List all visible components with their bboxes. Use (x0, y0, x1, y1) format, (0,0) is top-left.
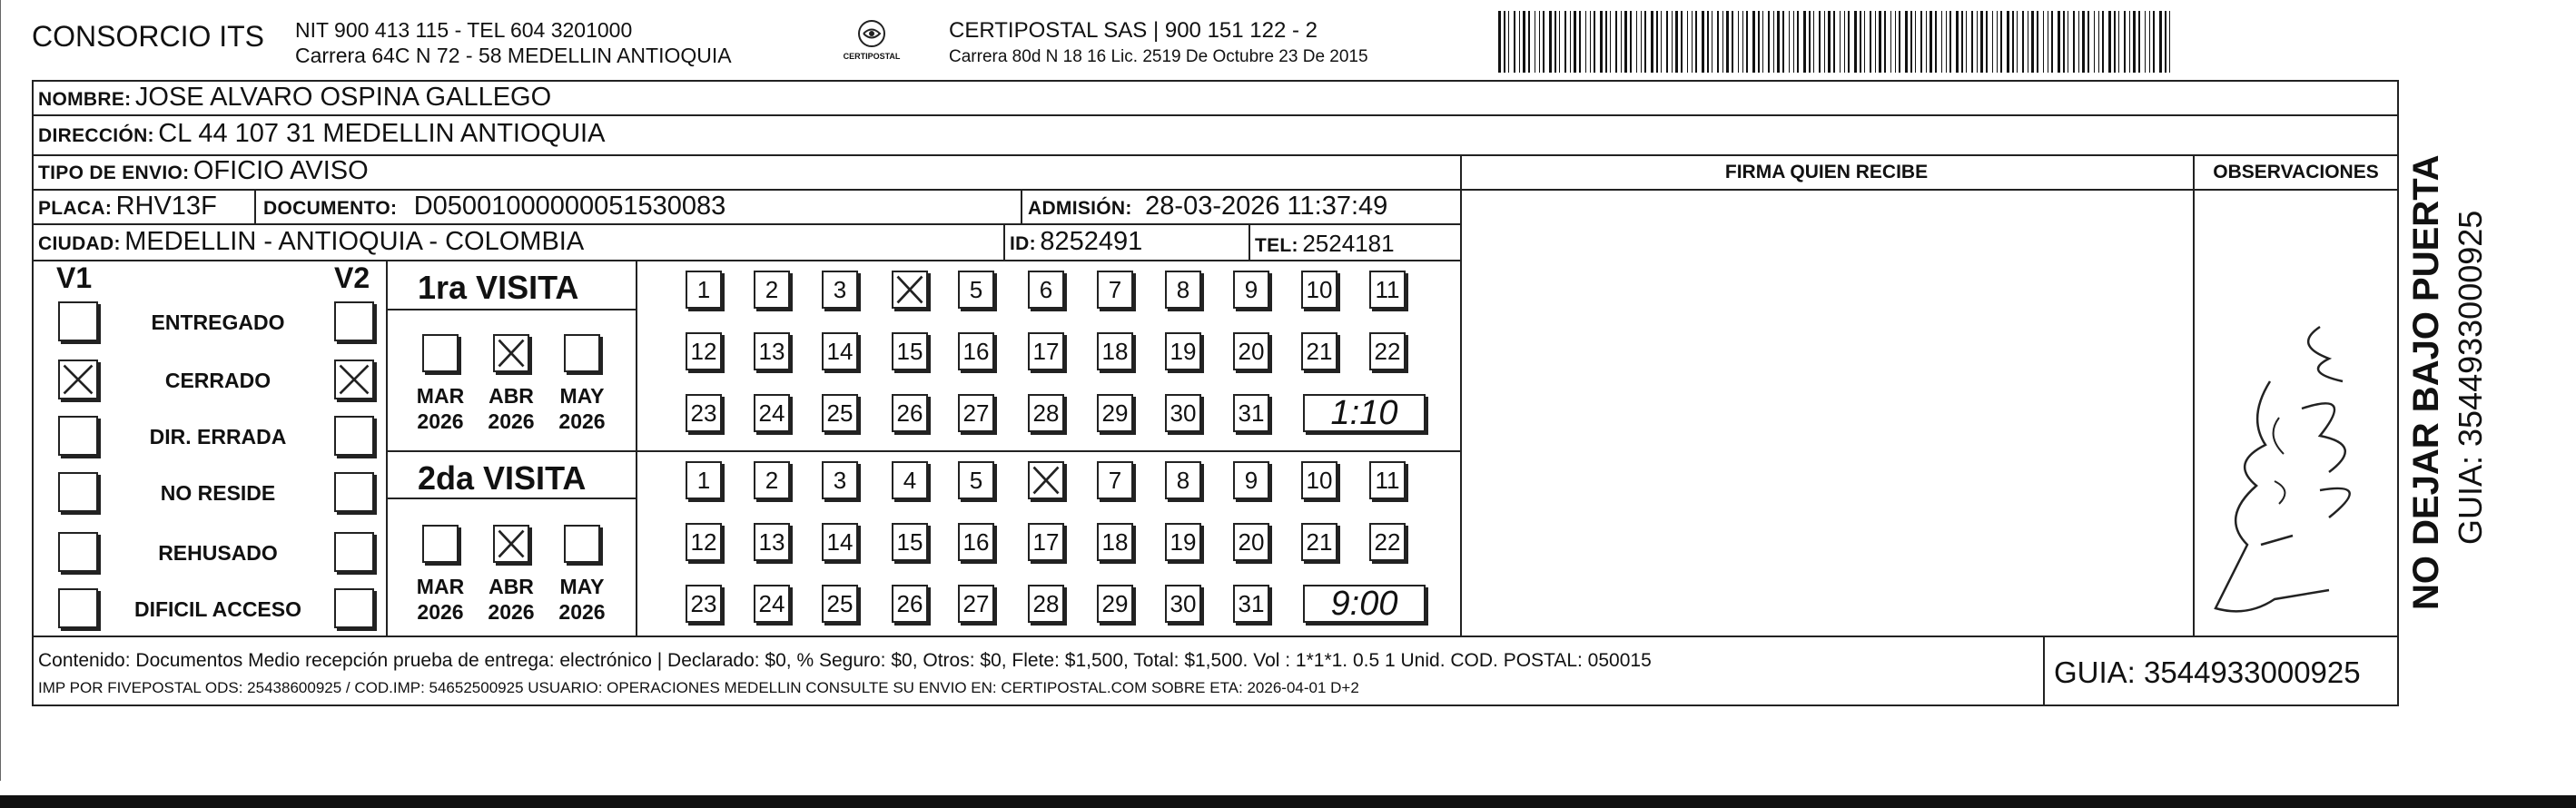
day-number: 10 (1306, 275, 1333, 303)
day-number: 24 (758, 399, 785, 427)
day-box-0-26[interactable] (892, 394, 928, 432)
day-box-0-11[interactable] (1369, 271, 1406, 309)
footer-imp: IMP POR FIVEPOSTAL ODS: 25438600925 / COD.IMP: 54652500925 USUARIO: OPERACIONES MEDELLIN CONSULTE SU ENVIO EN: CERTIPOSTAL.COM SOBRE ETA: 2026-04-01 D+2 (38, 679, 1359, 696)
city-field (38, 227, 584, 257)
month-name: MAY (559, 384, 605, 408)
day-number: 11 (1375, 275, 1400, 303)
address-value: CL 44 107 31 MEDELLIN ANTIOQUIA (158, 119, 606, 148)
month-label-0-0 (409, 383, 472, 434)
day-box-0-28[interactable] (1028, 394, 1064, 432)
day-number: 1 (696, 275, 711, 303)
month-name: MAY (559, 575, 605, 598)
month-checkbox-0-0[interactable] (422, 334, 459, 372)
day-number: 13 (758, 527, 785, 556)
month-checkbox-0-2[interactable] (564, 334, 600, 372)
document-value: D05001000000051530083 (413, 192, 726, 221)
day-box-1-13[interactable] (754, 523, 790, 561)
day-box-1-9[interactable] (1233, 461, 1269, 499)
day-number: 14 (826, 527, 854, 556)
admission-value: 28-03-2026 11:37:49 (1145, 192, 1388, 221)
day-number: 27 (962, 589, 990, 617)
day-box-1-6[interactable] (1028, 461, 1064, 499)
bottom-edge (0, 795, 2576, 808)
day-number: 17 (1032, 337, 1060, 365)
id-value: 8252491 (1040, 227, 1143, 256)
day-box-1-27[interactable] (958, 585, 994, 623)
status-label-1: CERRADO (164, 369, 271, 392)
tel-value: 2524181 (1302, 230, 1395, 257)
address-label: DIRECCIÓN: (38, 125, 154, 146)
v2-checkbox-4[interactable] (334, 532, 374, 572)
day-box-1-25[interactable] (822, 585, 858, 623)
day-box-0-15[interactable] (892, 332, 928, 370)
day-box-1-19[interactable] (1165, 523, 1201, 561)
day-number: 18 (1101, 337, 1129, 365)
day-box-0-3[interactable] (822, 271, 858, 309)
day-box-1-28[interactable] (1028, 585, 1064, 623)
day-number: 23 (690, 589, 717, 617)
day-number: 17 (1032, 527, 1060, 556)
city-value: MEDELLIN - ANTIOQUIA - COLOMBIA (124, 227, 585, 256)
month-label-1-2 (550, 574, 614, 625)
month-year: 2026 (488, 600, 535, 624)
day-box-1-11[interactable] (1369, 461, 1406, 499)
day-number: 27 (962, 399, 990, 427)
v1-checkbox-2[interactable] (58, 416, 98, 456)
day-box-0-13[interactable] (754, 332, 790, 370)
day-number: 13 (758, 337, 785, 365)
day-number: 3 (833, 275, 847, 303)
day-box-1-26[interactable] (892, 585, 928, 623)
name-label: NOMBRE: (38, 89, 132, 110)
visit-title-1: 2da VISITA (418, 459, 587, 497)
day-number: 12 (690, 527, 717, 556)
day-number: 8 (1176, 275, 1190, 303)
day-box-0-9[interactable] (1233, 271, 1269, 309)
day-box-1-17[interactable] (1028, 523, 1064, 561)
tel-field (1255, 230, 1395, 258)
day-number: 6 (1039, 275, 1053, 303)
barcode-icon (1498, 11, 2179, 73)
observations-header: OBSERVACIONES (2213, 162, 2379, 182)
day-box-1-1[interactable] (686, 461, 722, 499)
day-number: 31 (1238, 399, 1265, 427)
day-box-1-8[interactable] (1165, 461, 1201, 499)
x-mark-icon (495, 336, 528, 370)
visit-time-0[interactable]: 1:10 (1303, 394, 1426, 432)
day-box-0-6[interactable] (1028, 271, 1064, 309)
day-number: 30 (1170, 589, 1197, 617)
day-number: 21 (1306, 527, 1333, 556)
signature-area (1464, 192, 2190, 634)
footer-contents: Contenido: Documentos Medio recepción prueba de entrega: electrónico | Declarado: $0, % Seguro: $0, Otros: $0, Flete: $1,500, Total: $1,500. Vol : 1*1*1. 0.5 1 Unid. COD. POSTAL: 050015 (38, 650, 1652, 671)
document-field (263, 192, 725, 222)
id-field (1010, 227, 1142, 257)
left-edge-line (0, 0, 1, 781)
day-number: 9 (1244, 466, 1258, 494)
month-year: 2026 (417, 409, 464, 433)
month-label-1-0 (409, 574, 472, 625)
day-box-0-14[interactable] (822, 332, 858, 370)
v2-checkbox-5[interactable] (334, 588, 374, 628)
day-number: 25 (826, 399, 854, 427)
day-number: 5 (969, 275, 983, 303)
month-name: ABR (489, 384, 534, 408)
signature-header: FIRMA QUIEN RECIBE (1724, 162, 1929, 182)
day-number: 31 (1238, 589, 1265, 617)
month-name: MAR (416, 384, 465, 408)
day-box-0-16[interactable] (958, 332, 994, 370)
day-box-0-30[interactable] (1165, 394, 1201, 432)
logo-text: CERTIPOSTAL (843, 52, 901, 61)
day-box-1-24[interactable] (754, 585, 790, 623)
name-row (38, 83, 551, 113)
day-box-1-23[interactable] (686, 585, 722, 623)
header-courier-line1: CERTIPOSTAL SAS | 900 151 122 - 2 (949, 18, 1318, 43)
day-number: 5 (969, 466, 983, 494)
v2-checkbox-2[interactable] (334, 416, 374, 456)
day-box-1-16[interactable] (958, 523, 994, 561)
month-label-0-1 (479, 383, 543, 434)
day-box-0-24[interactable] (754, 394, 790, 432)
day-box-0-20[interactable] (1233, 332, 1269, 370)
plate-field (38, 192, 217, 222)
name-value: JOSE ALVARO OSPINA GALLEGO (134, 83, 552, 112)
x-mark-icon (60, 361, 96, 398)
visit-title-0: 1ra VISITA (418, 269, 579, 306)
day-box-0-2[interactable] (754, 271, 790, 309)
day-box-0-31[interactable] (1233, 394, 1269, 432)
day-box-0-10[interactable] (1301, 271, 1337, 309)
v2-label: V2 (334, 261, 370, 294)
month-year: 2026 (417, 600, 464, 624)
header-company-line2: Carrera 64C N 72 - 58 MEDELLIN ANTIOQUIA (295, 44, 732, 67)
day-number: 18 (1101, 527, 1129, 556)
month-year: 2026 (488, 409, 535, 433)
day-box-1-10[interactable] (1301, 461, 1337, 499)
day-number: 7 (1108, 466, 1122, 494)
month-year: 2026 (558, 409, 606, 433)
v1-checkbox-3[interactable] (58, 472, 98, 512)
plate-label: PLACA: (38, 198, 113, 219)
day-box-1-5[interactable] (958, 461, 994, 499)
day-box-1-18[interactable] (1097, 523, 1133, 561)
day-box-1-29[interactable] (1097, 585, 1133, 623)
x-mark-icon (893, 272, 926, 307)
day-box-0-4[interactable] (892, 271, 928, 309)
day-number: 23 (690, 399, 717, 427)
v1-checkbox-5[interactable] (58, 588, 98, 628)
v1-checkbox-4[interactable] (58, 532, 98, 572)
day-number: 2 (765, 275, 779, 303)
month-label-0-2 (550, 383, 614, 434)
day-box-0-23[interactable] (686, 394, 722, 432)
v2-checkbox-1[interactable] (334, 360, 374, 399)
id-label: ID: (1010, 233, 1036, 254)
day-box-0-27[interactable] (958, 394, 994, 432)
v2-checkbox-3[interactable] (334, 472, 374, 512)
day-number: 29 (1101, 589, 1129, 617)
day-number: 4 (903, 466, 917, 494)
month-year: 2026 (558, 600, 606, 624)
day-number: 16 (962, 337, 990, 365)
signature-icon (2193, 309, 2399, 636)
day-number: 22 (1374, 527, 1401, 556)
address-row (38, 119, 605, 149)
side-warning: NO DEJAR BAJO PUERTA (2406, 154, 2446, 610)
day-box-0-19[interactable] (1165, 332, 1201, 370)
day-number: 7 (1108, 275, 1122, 303)
day-number: 16 (962, 527, 990, 556)
status-label-4: REHUSADO (158, 541, 278, 565)
day-number: 19 (1170, 527, 1197, 556)
day-box-1-22[interactable] (1369, 523, 1406, 561)
day-box-0-5[interactable] (958, 271, 994, 309)
v2-checkbox-0[interactable] (334, 301, 374, 341)
month-checkbox-1-1[interactable] (493, 525, 529, 563)
admission-field (1028, 192, 1387, 222)
day-box-0-29[interactable] (1097, 394, 1133, 432)
type-value: OFICIO AVISO (192, 156, 369, 185)
status-label-2: DIR. ERRADA (149, 425, 287, 448)
day-number: 10 (1306, 466, 1333, 494)
day-box-1-31[interactable] (1233, 585, 1269, 623)
day-box-1-2[interactable] (754, 461, 790, 499)
day-number: 11 (1375, 466, 1400, 494)
day-number: 14 (826, 337, 854, 365)
day-box-0-8[interactable] (1165, 271, 1201, 309)
day-number: 19 (1170, 337, 1197, 365)
day-box-1-30[interactable] (1165, 585, 1201, 623)
month-name: MAR (416, 575, 465, 598)
day-number: 2 (765, 466, 779, 494)
header-company-line1: NIT 900 413 115 - TEL 604 3201000 (295, 18, 633, 42)
day-number: 25 (826, 589, 854, 617)
status-label-5: DIFICIL ACCESO (133, 597, 301, 621)
day-box-1-7[interactable] (1097, 461, 1133, 499)
day-number: 12 (690, 337, 717, 365)
side-guide: GUIA: 3544933000925 (2452, 210, 2489, 545)
tel-label: TEL: (1255, 235, 1298, 256)
day-number: 15 (896, 527, 923, 556)
status-label-0: ENTREGADO (151, 310, 285, 334)
day-number: 20 (1238, 527, 1265, 556)
x-mark-icon (1030, 463, 1062, 498)
month-label-1-1 (479, 574, 543, 625)
status-label-3: NO RESIDE (160, 481, 276, 505)
visit-time-1[interactable]: 9:00 (1303, 585, 1426, 623)
day-number: 28 (1032, 399, 1060, 427)
v1-checkbox-1[interactable] (58, 360, 98, 399)
day-number: 1 (696, 466, 711, 494)
day-box-1-3[interactable] (822, 461, 858, 499)
month-name: ABR (489, 575, 534, 598)
day-number: 24 (758, 589, 785, 617)
day-number: 28 (1032, 589, 1060, 617)
day-number: 21 (1306, 337, 1333, 365)
city-label: CIUDAD: (38, 233, 121, 254)
day-box-0-18[interactable] (1097, 332, 1133, 370)
v1-label: V1 (56, 261, 93, 294)
day-box-0-1[interactable] (686, 271, 722, 309)
header-courier-line2: Carrera 80d N 18 16 Lic. 2519 De Octubre 23 De 2015 (949, 47, 1368, 66)
certipostal-logo-icon (840, 18, 903, 65)
type-label: TIPO DE ENVIO: (38, 163, 190, 183)
month-checkbox-0-1[interactable] (493, 334, 529, 372)
day-box-0-25[interactable] (822, 394, 858, 432)
day-box-1-14[interactable] (822, 523, 858, 561)
day-box-1-4[interactable] (892, 461, 928, 499)
day-number: 15 (896, 337, 923, 365)
day-box-0-22[interactable] (1369, 332, 1406, 370)
document-label: DOCUMENTO: (263, 198, 398, 219)
day-box-0-21[interactable] (1301, 332, 1337, 370)
day-box-0-7[interactable] (1097, 271, 1133, 309)
day-box-1-21[interactable] (1301, 523, 1337, 561)
header-company: CONSORCIO ITS (32, 20, 265, 53)
day-number: 30 (1170, 399, 1197, 427)
day-number: 3 (833, 466, 847, 494)
day-box-1-15[interactable] (892, 523, 928, 561)
type-row (38, 156, 369, 186)
x-mark-icon (495, 527, 528, 561)
day-number: 22 (1374, 337, 1401, 365)
plate-value: RHV13F (115, 192, 217, 221)
day-number: 26 (896, 589, 923, 617)
month-checkbox-1-0[interactable] (422, 525, 459, 563)
footer-guide: GUIA: 3544933000925 (2054, 655, 2361, 689)
x-mark-icon (336, 361, 372, 398)
day-number: 8 (1176, 466, 1190, 494)
day-number: 29 (1101, 399, 1129, 427)
day-box-0-12[interactable] (686, 332, 722, 370)
day-box-1-12[interactable] (686, 523, 722, 561)
v1-checkbox-0[interactable] (58, 301, 98, 341)
day-number: 20 (1238, 337, 1265, 365)
admission-label: ADMISIÓN: (1028, 198, 1132, 219)
day-box-0-17[interactable] (1028, 332, 1064, 370)
day-number: 26 (896, 399, 923, 427)
day-number: 9 (1244, 275, 1258, 303)
day-box-1-20[interactable] (1233, 523, 1269, 561)
month-checkbox-1-2[interactable] (564, 525, 600, 563)
